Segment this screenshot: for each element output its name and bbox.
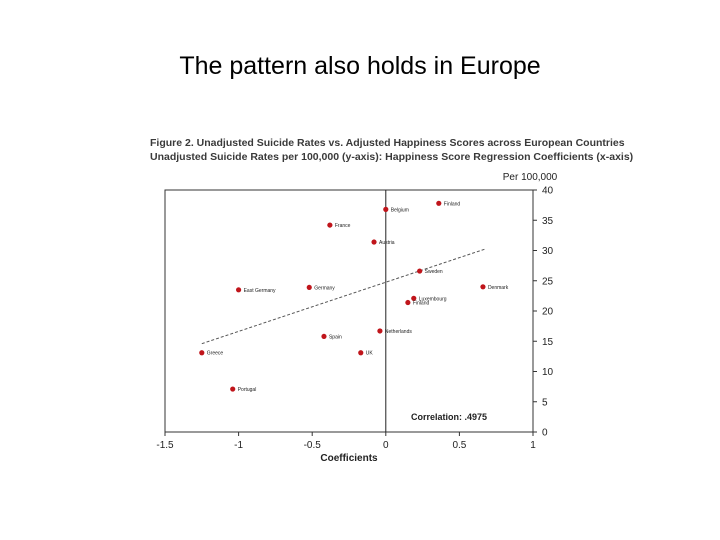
x-axis-ticks: [156, 432, 536, 451]
data-point-label: East Germany: [243, 287, 276, 294]
data-point-label: Luxembourg: [418, 296, 447, 303]
x-tick-label: 1: [530, 440, 536, 451]
data-point-label: UK: [365, 350, 373, 357]
data-point: [199, 350, 204, 355]
data-point-label: Austria: [379, 240, 395, 247]
y-tick-label: 5: [542, 397, 548, 409]
y-tick-label: 10: [542, 367, 554, 378]
figure-caption-line-1: Figure 2. Unadjusted Suicide Rates vs. Adjusted Happiness Scores across European Countries: [150, 137, 625, 149]
data-point-label: Germany: [314, 285, 335, 292]
data-point-label: Greece: [206, 350, 224, 357]
y-tick-label: 40: [542, 185, 554, 197]
y-tick-label: 35: [542, 215, 554, 227]
data-point-label: Portugal: [237, 387, 257, 394]
data-point: [377, 328, 382, 333]
data-point: [436, 201, 441, 206]
data-point: [371, 239, 376, 244]
x-axis-title: Coefficients: [320, 453, 378, 464]
data-point: [405, 300, 410, 305]
y-tick-label: 30: [542, 246, 554, 257]
data-point-label: Denmark: [487, 284, 509, 291]
data-point: [383, 207, 388, 212]
data-point-label: Spain: [328, 334, 342, 341]
x-tick-label: -1.5: [156, 440, 174, 451]
y-tick-label: 0: [542, 427, 548, 439]
data-point: [417, 268, 422, 273]
data-point-label: Sweden: [424, 269, 443, 276]
figure-caption-line-2: Unadjusted Suicide Rates per 100,000 (y-axis): Happiness Score Regression Coefficients (x-axis): [150, 151, 634, 163]
data-point-label: Finland: [443, 201, 461, 208]
slide-title: The pattern also holds in Europe: [179, 52, 541, 80]
data-point-label: Belgium: [390, 207, 409, 214]
y-axis-ticks: [533, 186, 554, 439]
data-point: [236, 287, 241, 292]
x-tick-label: -0.5: [303, 440, 321, 451]
data-point: [230, 386, 235, 391]
y-tick-label: 25: [542, 276, 554, 288]
y-axis-title: Per 100,000: [502, 172, 558, 183]
data-point-label: Finland: [412, 300, 430, 307]
data-point: [321, 334, 326, 339]
data-point-label: France: [334, 223, 351, 230]
data-point: [358, 350, 363, 355]
data-point: [327, 222, 332, 227]
data-point-label: Netherlands: [384, 328, 412, 335]
correlation-annotation: Correlation: .4975: [411, 412, 488, 422]
x-tick-label: -1: [234, 440, 244, 451]
data-point: [307, 285, 312, 290]
x-tick-label: 0.5: [452, 440, 467, 451]
y-tick-label: 15: [542, 336, 554, 348]
data-point: [480, 284, 485, 289]
x-tick-label: 0: [383, 440, 389, 451]
y-tick-label: 20: [542, 306, 554, 318]
data-points: [199, 201, 509, 393]
